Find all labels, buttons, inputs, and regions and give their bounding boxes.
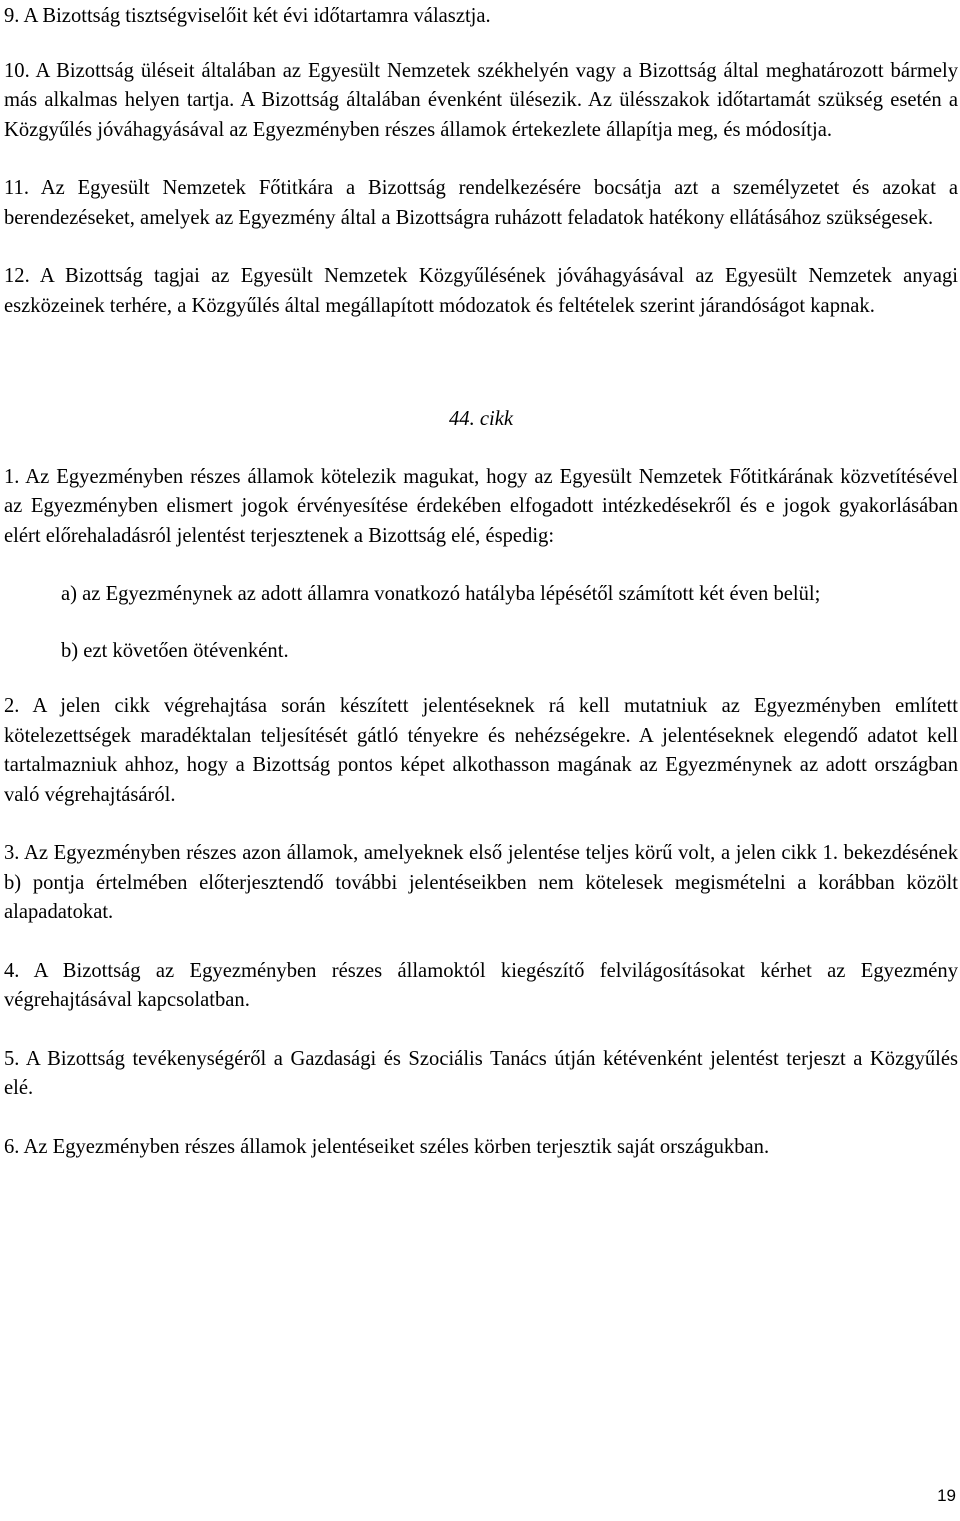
paragraph-11: 11. Az Egyesült Nemzetek Főtitkára a Bizottság rendelkezésére bocsátja azt a személyzetet és azokat a berendezéseket, amelyek az Egyezmény által a Bizottságra ruházott feladatok hatékony ellátásához szükségesek.: [4, 177, 958, 229]
article-paragraph-5: 5. A Bizottság tevékenységéről a Gazdasági és Szociális Tanács útján kétévenként jelentést terjeszt a Közgyűlés elé.: [4, 1047, 958, 1099]
article-paragraph-2: 2. A jelen cikk végrehajtása során készített jelentéseknek rá kell mutatniuk az Egyezményben említett kötelezettségek maradéktalan teljesítését gátló tényekre és nehézségekre. A jelentéseknek elegendő adatot kell tartalmazniuk ahhoz, hogy a Bizottság pontos képet alkothasson magának az Egyezménynek az adott országban való végrehajtásáról.: [4, 695, 958, 806]
paragraph-10: 10. A Bizottság üléseit általában az Egyesült Nemzetek székhelyén vagy a Bizottság által meghatározott bármely más alkalmas helyen tartja. A Bizottság általában évenként ülésezik. Az ülésszakok időtartamát szükség esetén a Közgyűlés jóváhagyásával az Egyezményben részes államok értekezlete állapítja meg, és módosítja.: [4, 59, 958, 141]
sub-item-b: b) ezt követően ötévenként.: [61, 639, 289, 662]
page-number: 19: [937, 1486, 956, 1505]
article-paragraph-1: 1. Az Egyezményben részes államok kötelezik magukat, hogy az Egyesült Nemzetek Főtitkárának közvetítésével az Egyezményben elismert jogok érvényesítése érdekében elfogadott intézkedésekről és e jogok gyakorlásában elért előrehaladásról jelentést terjesztenek a Bizottság elé, éspedig:: [4, 465, 958, 547]
article-paragraph-6: 6. Az Egyezményben részes államok jelentéseiket széles körben terjesztik saját országukban.: [4, 1135, 770, 1158]
article-paragraph-4: 4. A Bizottság az Egyezményben részes államoktól kiegészítő felvilágosításokat kérhet az Egyezmény végrehajtásával kapcsolatban.: [4, 959, 958, 1011]
sub-item-a: a) az Egyezménynek az adott államra vonatkozó hatályba lépésétől számított két éven belül;: [61, 583, 821, 605]
document-page: [4, 0, 958, 1162]
paragraph-12: 12. A Bizottság tagjai az Egyesült Nemzetek Közgyűlésének jóváhagyásával az Egyesült Nemzetek anyagi eszközeinek terhére, a Közgyűlés által megállapított módozatok és feltételek szerint járandóságot kapnak.: [4, 265, 958, 317]
article-heading: 44. cikk: [448, 408, 514, 430]
paragraph-9: 9. A Bizottság tisztségviselőit két évi időtartamra választja.: [4, 5, 491, 27]
article-paragraph-3: 3. Az Egyezményben részes azon államok, amelyeknek első jelentése teljes körű volt, a jelen cikk 1. bekezdésének b) pontja értelmében előterjesztendő további jelentéseikben nem kötelesek megismételni a korábban közölt alapadatokat.: [4, 842, 958, 923]
